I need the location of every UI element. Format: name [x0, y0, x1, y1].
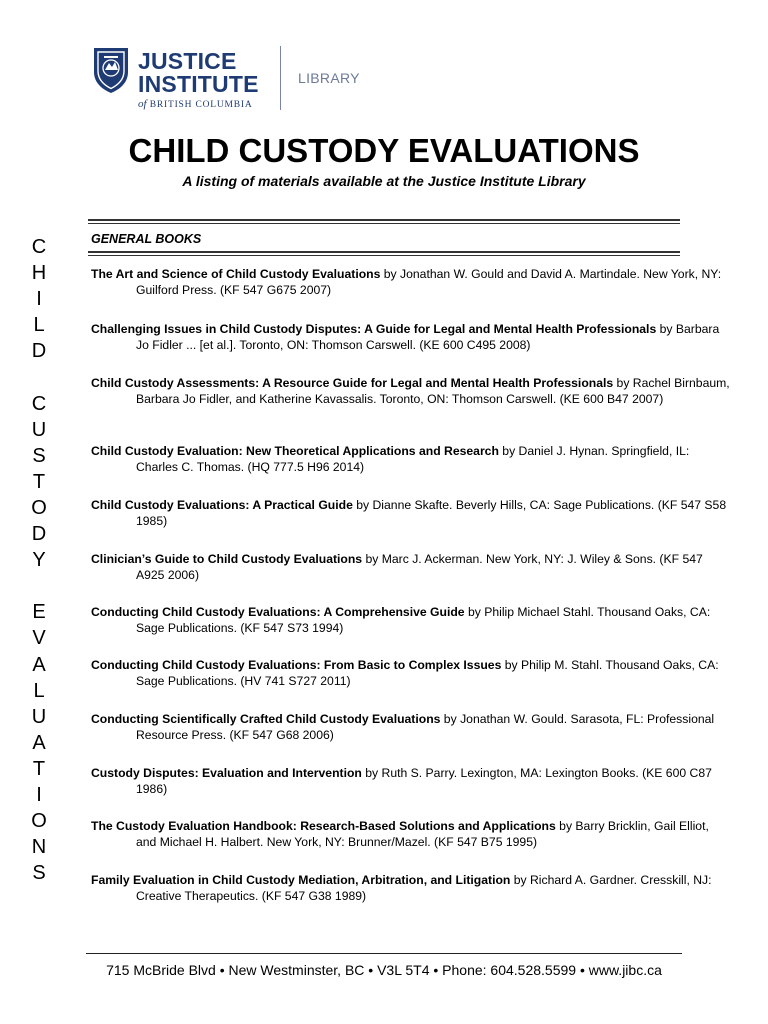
book-details: by Dianne Skafte. Beverly Hills, CA: Sage Publications. (KF 547 S58 1985)	[136, 498, 727, 528]
side-letter-gap	[26, 573, 52, 599]
book-title: The Custody Evaluation Handbook: Research-Based Solutions and Applications	[91, 819, 556, 833]
side-letter: V	[32, 627, 46, 650]
side-letter: L	[33, 679, 45, 702]
book-entry	[91, 872, 731, 904]
book-entry	[91, 765, 731, 797]
side-letter: H	[31, 262, 47, 285]
section-heading: GENERAL BOOKS	[91, 232, 202, 246]
book-title: Conducting Child Custody Evaluations: From Basic to Complex Issues	[91, 658, 502, 672]
side-letter: S	[32, 862, 46, 885]
footer-address: 715 McBride Blvd • New Westminster, BC • V3L 5T4 • Phone: 604.528.5599 • www.jibc.ca	[106, 962, 662, 978]
side-letter: S	[32, 444, 46, 467]
book-details: by Philip Michael Stahl. Thousand Oaks, CA: Sage Publications. (KF 547 S73 1994)	[136, 605, 711, 635]
book-details: by Jonathan W. Gould and David A. Martindale. New York, NY: Guilford Press. (KF 547 G675 2007)	[136, 267, 722, 297]
side-letter: N	[31, 836, 47, 859]
page-title: CHILD CUSTODY EVALUATIONS	[128, 132, 640, 169]
side-letter: L	[33, 314, 45, 337]
book-title: Custody Disputes: Evaluation and Intervention	[91, 766, 362, 780]
book-entry	[91, 497, 731, 529]
side-letter: C	[31, 392, 47, 415]
book-title: Child Custody Assessments: A Resource Guide for Legal and Mental Health Professionals	[91, 376, 614, 390]
book-details: by Marc J. Ackerman. New York, NY: J. Wiley & Sons. (KF 547 A925 2006)	[136, 552, 703, 582]
logo-divider	[280, 46, 281, 110]
book-entry	[91, 657, 731, 689]
vertical-side-title	[26, 234, 52, 886]
logo-line-justice: JUSTICE	[138, 48, 237, 74]
crest-icon	[92, 46, 130, 94]
side-letter: T	[32, 757, 46, 780]
side-letter: E	[32, 601, 46, 624]
book-details: by Rachel Birnbaum, Barbara Jo Fidler, and Katherine Kavassalis. Toronto, ON: Thomson Carswell. (KE 600 B47 2007)	[136, 376, 730, 406]
side-letter: U	[31, 418, 47, 441]
book-entry	[91, 711, 731, 743]
book-title: Conducting Scientifically Crafted Child Custody Evaluations	[91, 712, 441, 726]
side-letter: O	[31, 810, 47, 833]
header-rule-top	[88, 219, 680, 221]
book-title: Conducting Child Custody Evaluations: A Comprehensive Guide	[91, 605, 465, 619]
logo-library-label: LIBRARY	[298, 70, 360, 86]
book-title: Family Evaluation in Child Custody Mediation, Arbitration, and Litigation	[91, 873, 511, 887]
book-details: by Barbara Jo Fidler ... [et al.]. Toronto, ON: Thomson Carswell. (KE 600 C495 2008)	[136, 322, 720, 352]
book-entry	[91, 818, 731, 850]
book-title: The Art and Science of Child Custody Evaluations	[91, 267, 381, 281]
book-entry	[91, 375, 731, 407]
book-entry	[91, 321, 731, 353]
book-title: Challenging Issues in Child Custody Disputes: A Guide for Legal and Mental Health Professionals	[91, 322, 657, 336]
book-details: by Daniel J. Hynan. Springfield, IL: Charles C. Thomas. (HQ 777.5 H96 2014)	[136, 444, 690, 474]
side-letter: I	[36, 288, 42, 311]
logo-line-bc	[138, 99, 253, 111]
logo-of: of	[138, 98, 147, 110]
side-letter: Y	[32, 549, 46, 572]
book-details: by Barry Bricklin, Gail Elliot, and Michael H. Halbert. New York, NY: Brunner/Mazel. (KF 547 B75 1995)	[136, 819, 709, 849]
book-details: by Jonathan W. Gould. Sarasota, FL: Professional Resource Press. (KF 547 G68 2006)	[136, 712, 715, 742]
book-details: by Ruth S. Parry. Lexington, MA: Lexington Books. (KE 600 C87 1986)	[136, 766, 712, 796]
side-letter: D	[31, 340, 47, 363]
book-title: Clinician’s Guide to Child Custody Evaluations	[91, 552, 363, 566]
book-entry	[91, 443, 731, 475]
book-details: by Richard A. Gardner. Cresskill, NJ: Creative Therapeutics. (KF 547 G38 1989)	[136, 873, 712, 903]
side-letter: D	[31, 523, 47, 546]
side-letter: C	[31, 236, 47, 258]
side-letter: O	[31, 496, 47, 519]
header-rule-bottom	[88, 251, 680, 253]
side-letter: A	[32, 731, 46, 754]
logo-bc: BRITISH COLUMBIA	[149, 100, 253, 110]
side-letter: U	[31, 705, 47, 728]
side-letter-gap	[26, 364, 52, 390]
logo-line-institute: INSTITUTE	[138, 71, 259, 97]
jibc-logo	[88, 44, 360, 114]
book-entry	[91, 266, 731, 298]
book-details: by Philip M. Stahl. Thousand Oaks, CA: Sage Publications. (HV 741 S727 2011)	[136, 658, 719, 688]
side-letter: I	[36, 783, 42, 806]
book-title: Child Custody Evaluations: A Practical Guide	[91, 498, 353, 512]
side-letter: A	[32, 653, 46, 676]
footer-rule	[86, 953, 682, 954]
book-entry	[91, 551, 731, 583]
side-letter: T	[32, 470, 46, 493]
book-title: Child Custody Evaluation: New Theoretical Applications and Research	[91, 444, 499, 458]
book-entry	[91, 604, 731, 636]
page-subtitle: A listing of materials available at the Justice Institute Library	[182, 173, 586, 189]
